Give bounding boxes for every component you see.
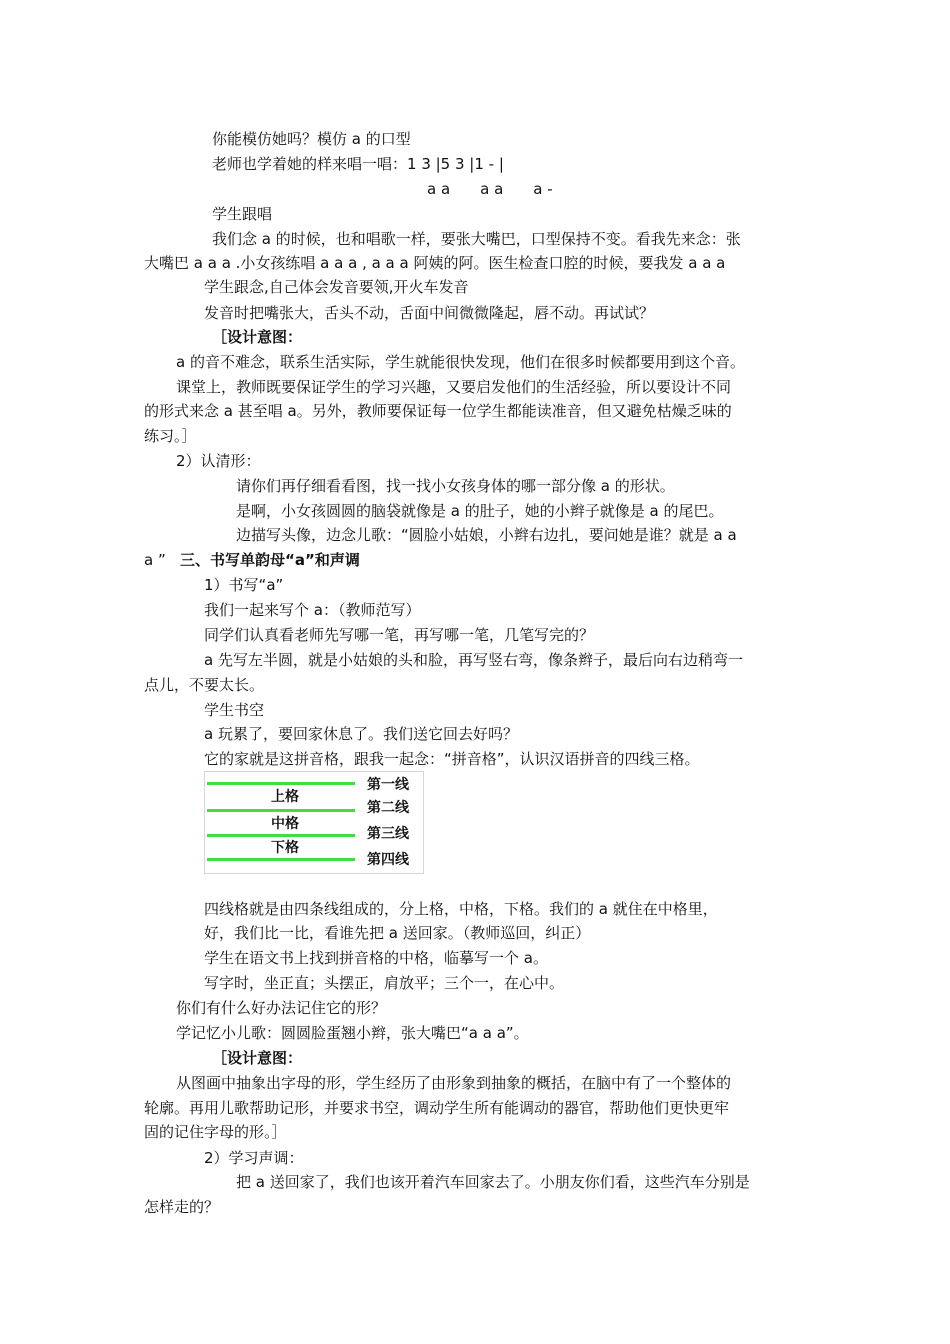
grid-line-2: [207, 809, 355, 812]
text-line: 四线格就是由四条线组成的，分上格，中格，下格。我们的 a 就住在中格里，: [204, 900, 718, 918]
text-line: 怎样走的？: [144, 1198, 220, 1216]
grid-cell-upper: 上格: [271, 789, 299, 805]
text-line: 同学们认真看老师先写哪一笔，再写哪一笔，几笔写完的？: [204, 626, 595, 644]
text-line: 我们一起来写个 a：（教师范写）: [204, 601, 421, 619]
text-line: 你能模仿她吗？模仿 a 的口型: [212, 130, 411, 148]
text-line: 写字时，坐正直；头摆正，肩放平；三个一，在心中。: [204, 974, 565, 992]
section-heading: 三、书写单韵母“a”和声调: [180, 551, 360, 569]
text-line: 课堂上，教师既要保证学生的学习兴趣，又要启发他们的生活经验，所以要设计不同: [176, 378, 732, 396]
text-line: 从图画中抽象出字母的形，学生经历了由形象到抽象的概括，在脑中有了一个整体的: [176, 1074, 732, 1092]
grid-line-label-4: 第四线: [367, 852, 409, 868]
subsection-heading: 2）学习声调：: [204, 1149, 304, 1167]
text-line: 大嘴巴 a a a .小女孩练唱 a a a , a a a 阿姨的阿。医生检查口腔的时候，要我发 a a a: [144, 254, 726, 272]
text-line: 的形式来念 a 甚至唱 a。另外，教师要保证每一位学生都能读准音，但又避免枯燥乏味的: [144, 402, 732, 420]
text-line: 我们念 a 的时候，也和唱歌一样，要张大嘴巴，口型保持不变。看我先来念：张: [212, 230, 741, 248]
subsection-heading: 1）书写“a”: [204, 576, 284, 594]
text-line: a 的音不难念，联系生活实际，学生就能很快发现，他们在很多时候都要用到这个音。: [176, 353, 745, 371]
text-line: 边描写头像，边念儿歌：“圆脸小姑娘，小辫右边扎，要问她是谁？就是 a a: [236, 526, 737, 544]
text-line: 好，我们比一比，看谁先把 a 送回家。（教师巡回，纠正）: [204, 924, 591, 942]
text-line: 它的家就是这拼音格，跟我一起念：“拼音格”，认识汉语拼音的四线三格。: [204, 750, 700, 768]
pinyin-four-line-grid-figure: [204, 771, 424, 874]
text-line: 练习。］: [144, 427, 197, 445]
design-intent-heading: ［设计意图：: [212, 328, 303, 346]
text-line: 学生书空: [204, 701, 265, 719]
text-line: 学生跟念,自己体会发音要领,开火车发音: [204, 278, 469, 296]
music-lyrics-line: a a a a a -: [427, 180, 553, 198]
text-line: 发音时把嘴张大，舌头不动，舌面中间微微隆起，唇不动。再试试？: [204, 304, 655, 322]
text-line: 学记忆小儿歌：圆圆脸蛋翘小辫，张大嘴巴“a a a”。: [176, 1024, 529, 1042]
subsection-heading: 2）认清形：: [176, 452, 261, 470]
grid-cell-lower: 下格: [271, 840, 299, 856]
text-line: 固的记住字母的形。］: [144, 1123, 287, 1141]
design-intent-heading: ［设计意图：: [212, 1049, 303, 1067]
grid-line-4: [207, 858, 355, 861]
grid-line-1: [207, 782, 355, 785]
text-line: a 玩累了，要回家休息了。我们送它回去好吗？: [204, 725, 518, 743]
grid-cell-middle: 中格: [271, 816, 299, 832]
text-line: 点儿，不要太长。: [144, 676, 265, 694]
text-line: 学生跟唱: [212, 205, 273, 223]
text-line: 老师也学着她的样来唱一唱：1 3 |5 3 |1 - |: [212, 155, 504, 173]
grid-line-3: [207, 834, 355, 837]
grid-line-label-2: 第二线: [367, 800, 409, 816]
text-line: 把 a 送回家了，我们也该开着汽车回家去了。小朋友你们看，这些汽车分别是: [236, 1173, 750, 1191]
text-line: 轮廓。再用儿歌帮助记形，并要求书空，调动学生所有能调动的器官，帮助他们更快更牢: [144, 1099, 730, 1117]
text-line: a ”: [144, 551, 166, 569]
grid-line-label-3: 第三线: [367, 826, 409, 842]
text-line: 学生在语文书上找到拼音格的中格，临摹写一个 a。: [204, 949, 548, 967]
grid-line-label-1: 第一线: [367, 777, 409, 793]
text-line: 你们有什么好办法记住它的形？: [176, 999, 387, 1017]
text-line: 是啊，小女孩圆圆的脑袋就像是 a 的肚子，她的小辫子就像是 a 的尾巴。: [236, 502, 724, 520]
text-line: 请你们再仔细看看图，找一找小女孩身体的哪一部分像 a 的形状。: [236, 477, 675, 495]
text-line: a 先写左半圆，就是小姑娘的头和脸，再写竖右弯，像条辫子，最后向右边稍弯一: [204, 651, 743, 669]
